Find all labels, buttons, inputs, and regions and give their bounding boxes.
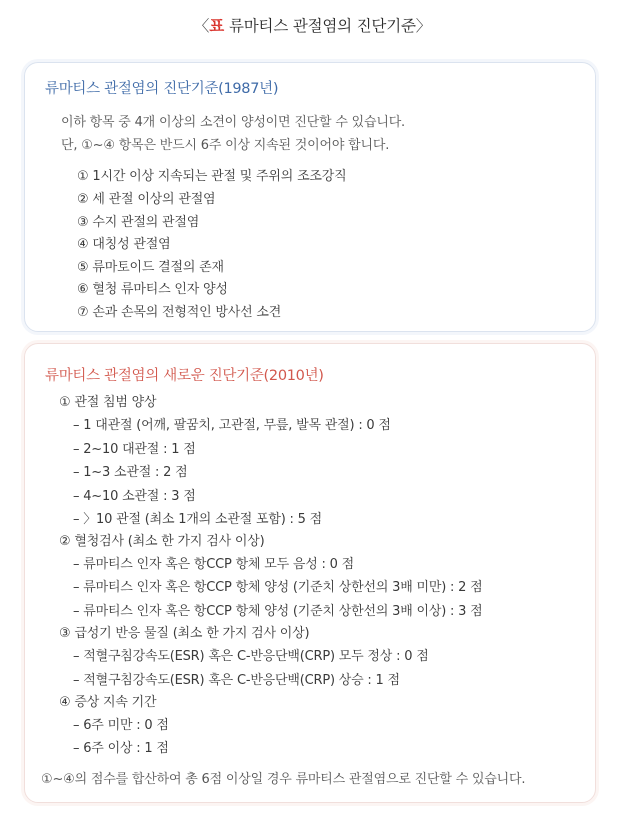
page-title xyxy=(0,14,625,36)
criteria-2010-section-item: – 6주 미만 : 0 점 xyxy=(73,718,169,733)
criteria-2010-section-title: ② 혈청검사 (최소 한 가지 검사 이상) xyxy=(59,534,265,549)
criteria-1987-item: ⑦ 손과 손목의 전형적인 방사선 소견 xyxy=(77,305,282,320)
criteria-1987-heading: 류마티스 관절염의 진단기준(1987년) xyxy=(45,81,279,97)
criteria-2010-section-title: ④ 증상 지속 기간 xyxy=(59,695,157,710)
criteria-1987-intro-2: 단, ①~④ 항목은 반드시 6주 이상 지속된 것이어야 합니다. xyxy=(61,138,390,153)
criteria-2010-section-item: – 류마티스 인자 혹은 항CCP 항체 양성 (기준치 상한선의 3배 이상) : 3 점 xyxy=(73,604,483,619)
criteria-2010-section-item: – 4~10 소관절 : 3 점 xyxy=(73,489,196,504)
criteria-2010-section-item: – 2~10 대관절 : 1 점 xyxy=(73,442,196,457)
criteria-1987-item: ③ 수지 관절의 관절염 xyxy=(77,215,200,230)
criteria-2010-box xyxy=(24,343,596,803)
criteria-2010-section-item: – 적혈구침강속도(ESR) 혹은 C-반응단백(CRP) 상승 : 1 점 xyxy=(73,673,400,688)
title-close-bracket: 〉 xyxy=(415,17,432,35)
title-open-bracket: 〈 xyxy=(193,17,210,35)
criteria-2010-heading: 류마티스 관절염의 새로운 진단기준(2010년) xyxy=(45,368,324,384)
criteria-2010-section-item: – 1~3 소관절 : 2 점 xyxy=(73,465,188,480)
criteria-2010-section-title: ① 관절 침범 양상 xyxy=(59,395,157,410)
criteria-1987-box xyxy=(24,62,596,332)
criteria-2010-section-item: – 류마티스 인자 혹은 항CCP 항체 양성 (기준치 상한선의 3배 미만) : 2 점 xyxy=(73,580,483,595)
title-table-label: 표 xyxy=(209,17,225,35)
criteria-2010-section-title: ③ 급성기 반응 물질 (최소 한 가지 검사 이상) xyxy=(59,626,310,641)
criteria-1987-item: ① 1시간 이상 지속되는 관절 및 주위의 조조강직 xyxy=(77,169,347,184)
criteria-2010-footnote: ①~④의 점수를 합산하여 총 6점 이상일 경우 류마티스 관절염으로 진단할 수 있습니다. xyxy=(41,772,526,787)
criteria-1987-item: ⑤ 류마토이드 결절의 존재 xyxy=(77,260,224,275)
criteria-2010-section-item: – 6주 이상 : 1 점 xyxy=(73,741,169,756)
criteria-1987-intro-1: 이하 항목 중 4개 이상의 소견이 양성이면 진단할 수 있습니다. xyxy=(61,115,405,130)
title-text: 류마티스 관절염의 진단기준 xyxy=(229,17,416,35)
criteria-2010-section-item: – 〉10 관절 (최소 1개의 소관절 포함) : 5 점 xyxy=(73,512,322,527)
criteria-2010-content xyxy=(25,344,595,802)
criteria-2010-section-item: – 1 대관절 (어깨, 팔꿈치, 고관절, 무릎, 발목 관절) : 0 점 xyxy=(73,418,391,433)
criteria-2010-section-item: – 류마티스 인자 혹은 항CCP 항체 모두 음성 : 0 점 xyxy=(73,557,354,572)
criteria-1987-item: ④ 대칭성 관절염 xyxy=(77,237,171,252)
criteria-2010-section-item: – 적혈구침강속도(ESR) 혹은 C-반응단백(CRP) 모두 정상 : 0 점 xyxy=(73,649,429,664)
criteria-1987-item: ⑥ 혈청 류마티스 인자 양성 xyxy=(77,282,228,297)
criteria-1987-item: ② 세 관절 이상의 관절염 xyxy=(77,192,216,207)
